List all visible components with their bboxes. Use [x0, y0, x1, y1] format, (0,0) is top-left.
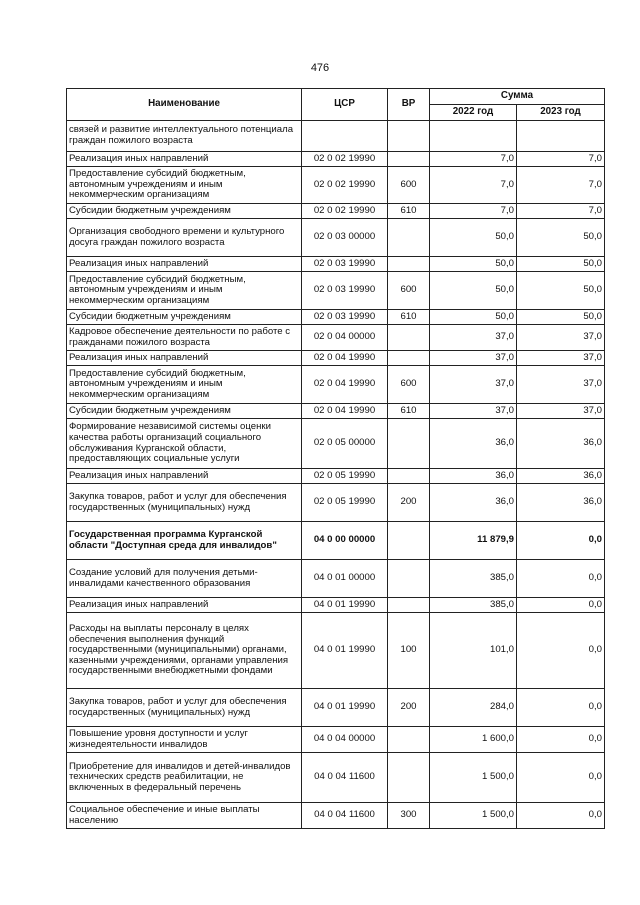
table-row — [67, 803, 605, 829]
cell-vr — [388, 152, 430, 167]
cell-2023: 36,0 — [517, 419, 605, 469]
cell-2023: 50,0 — [517, 219, 605, 257]
cell-2023: 0,0 — [517, 598, 605, 613]
table-row — [67, 167, 605, 204]
cell-vr: 600 — [388, 366, 430, 404]
cell-2023: 7,0 — [517, 204, 605, 219]
cell-vr: 600 — [388, 272, 430, 310]
cell-name: Повышение уровня доступности и услуг жизнедеятельности инвалидов — [67, 727, 302, 753]
cell-name: Предоставление субсидий бюджетным, автономным учреждениям и иным некоммерческим организациям — [67, 167, 302, 204]
cell-csr: 04 0 04 11600 — [302, 803, 388, 829]
cell-csr: 04 0 04 11600 — [302, 753, 388, 803]
table-row — [67, 310, 605, 325]
cell-csr: 04 0 01 19990 — [302, 613, 388, 689]
cell-name: Реализация иных направлений — [67, 257, 302, 272]
cell-vr — [388, 219, 430, 257]
cell-2023: 0,0 — [517, 727, 605, 753]
cell-2022: 1 600,0 — [430, 727, 517, 753]
cell-2022: 7,0 — [430, 204, 517, 219]
cell-name: Государственная программа Курганской области "Доступная среда для инвалидов" — [67, 522, 302, 560]
cell-2022: 36,0 — [430, 469, 517, 484]
budget-table — [66, 88, 605, 829]
cell-csr: 02 0 04 19990 — [302, 351, 388, 366]
cell-name: Кадровое обеспечение деятельности по работе с гражданами пожилого возраста — [67, 325, 302, 351]
cell-vr — [388, 560, 430, 598]
cell-2023: 36,0 — [517, 469, 605, 484]
column-header-2023: 2023 год — [517, 105, 605, 121]
table-row — [67, 753, 605, 803]
cell-name: Закупка товаров, работ и услуг для обеспечения государственных (муниципальных) нужд — [67, 484, 302, 522]
cell-vr — [388, 121, 430, 152]
cell-vr — [388, 469, 430, 484]
cell-vr — [388, 598, 430, 613]
cell-2023: 37,0 — [517, 351, 605, 366]
table-row — [67, 404, 605, 419]
table-row — [67, 219, 605, 257]
table-row — [67, 325, 605, 351]
cell-csr — [302, 121, 388, 152]
cell-2023: 50,0 — [517, 272, 605, 310]
cell-2022: 385,0 — [430, 598, 517, 613]
cell-name: Субсидии бюджетным учреждениям — [67, 310, 302, 325]
cell-2023: 37,0 — [517, 325, 605, 351]
cell-2023: 7,0 — [517, 167, 605, 204]
table-row — [67, 152, 605, 167]
cell-2022: 36,0 — [430, 419, 517, 469]
cell-vr: 200 — [388, 689, 430, 727]
cell-csr: 02 0 03 00000 — [302, 219, 388, 257]
cell-name: Реализация иных направлений — [67, 469, 302, 484]
cell-csr: 04 0 01 19990 — [302, 598, 388, 613]
cell-name: Субсидии бюджетным учреждениям — [67, 204, 302, 219]
cell-vr — [388, 522, 430, 560]
cell-name: Социальное обеспечение и иные выплаты населению — [67, 803, 302, 829]
cell-csr: 04 0 01 00000 — [302, 560, 388, 598]
cell-vr: 300 — [388, 803, 430, 829]
page-number: 476 — [310, 62, 330, 74]
cell-vr — [388, 351, 430, 366]
cell-2022: 7,0 — [430, 167, 517, 204]
cell-csr: 02 0 04 00000 — [302, 325, 388, 351]
cell-csr: 04 0 00 00000 — [302, 522, 388, 560]
table-body — [67, 121, 605, 829]
cell-2022: 11 879,9 — [430, 522, 517, 560]
cell-2022: 37,0 — [430, 404, 517, 419]
cell-name: Организация свободного времени и культурного досуга граждан пожилого возраста — [67, 219, 302, 257]
cell-2022: 36,0 — [430, 484, 517, 522]
table-row — [67, 522, 605, 560]
cell-2023: 7,0 — [517, 152, 605, 167]
cell-vr — [388, 753, 430, 803]
cell-name: связей и развитие интеллектуального потенциала граждан пожилого возраста — [67, 121, 302, 152]
cell-csr: 04 0 04 00000 — [302, 727, 388, 753]
cell-name: Формирование независимой системы оценки качества работы организаций социального обслуживания Курганской области, предоставляющих социальные услуги — [67, 419, 302, 469]
cell-name: Предоставление субсидий бюджетным, автономным учреждениям и иным некоммерческим организациям — [67, 366, 302, 404]
cell-2022: 1 500,0 — [430, 803, 517, 829]
cell-name: Приобретение для инвалидов и детей-инвалидов технических средств реабилитации, не включенных в федеральный перечень — [67, 753, 302, 803]
cell-csr: 02 0 03 19990 — [302, 257, 388, 272]
cell-2022: 284,0 — [430, 689, 517, 727]
cell-csr: 02 0 04 19990 — [302, 404, 388, 419]
cell-name: Предоставление субсидий бюджетным, автономным учреждениям и иным некоммерческим организациям — [67, 272, 302, 310]
cell-2023: 0,0 — [517, 753, 605, 803]
table-row — [67, 560, 605, 598]
cell-name: Субсидии бюджетным учреждениям — [67, 404, 302, 419]
cell-csr: 02 0 02 19990 — [302, 167, 388, 204]
table-row — [67, 121, 605, 152]
cell-2023: 0,0 — [517, 522, 605, 560]
cell-vr: 610 — [388, 404, 430, 419]
column-header-2022: 2022 год — [430, 105, 517, 121]
cell-2023: 37,0 — [517, 366, 605, 404]
cell-vr: 610 — [388, 204, 430, 219]
cell-name: Закупка товаров, работ и услуг для обеспечения государственных (муниципальных) нужд — [67, 689, 302, 727]
table-row — [67, 484, 605, 522]
cell-2023: 0,0 — [517, 613, 605, 689]
cell-vr: 100 — [388, 613, 430, 689]
table-row — [67, 419, 605, 469]
cell-2022: 385,0 — [430, 560, 517, 598]
cell-csr: 02 0 02 19990 — [302, 204, 388, 219]
cell-2023: 50,0 — [517, 257, 605, 272]
cell-2022: 50,0 — [430, 272, 517, 310]
table-row — [67, 257, 605, 272]
cell-csr: 02 0 03 19990 — [302, 310, 388, 325]
cell-csr: 04 0 01 19990 — [302, 689, 388, 727]
cell-name: Реализация иных направлений — [67, 152, 302, 167]
table-row — [67, 351, 605, 366]
table-row — [67, 204, 605, 219]
table-row — [67, 598, 605, 613]
table-row — [67, 469, 605, 484]
cell-name: Расходы на выплаты персоналу в целях обеспечения выполнения функций государственными (муниципальными) органами, казенными учреждениями, органами управления государственными внебюджетными фондами — [67, 613, 302, 689]
cell-2023: 0,0 — [517, 803, 605, 829]
cell-vr — [388, 727, 430, 753]
table-row — [67, 613, 605, 689]
cell-vr — [388, 325, 430, 351]
cell-csr: 02 0 05 00000 — [302, 419, 388, 469]
column-header-vr: ВР — [388, 89, 430, 121]
cell-2023: 50,0 — [517, 310, 605, 325]
cell-2022: 37,0 — [430, 325, 517, 351]
cell-2022: 7,0 — [430, 152, 517, 167]
cell-vr — [388, 419, 430, 469]
column-header-csr: ЦСР — [302, 89, 388, 121]
cell-2022: 101,0 — [430, 613, 517, 689]
cell-2022: 1 500,0 — [430, 753, 517, 803]
table-row — [67, 689, 605, 727]
cell-2023 — [517, 121, 605, 152]
cell-2022: 37,0 — [430, 351, 517, 366]
cell-name: Реализация иных направлений — [67, 351, 302, 366]
cell-csr: 02 0 04 19990 — [302, 366, 388, 404]
cell-2023: 37,0 — [517, 404, 605, 419]
cell-csr: 02 0 05 19990 — [302, 469, 388, 484]
cell-2022: 50,0 — [430, 310, 517, 325]
column-header-name: Наименование — [67, 89, 302, 121]
cell-vr: 600 — [388, 167, 430, 204]
cell-2022 — [430, 121, 517, 152]
table-row — [67, 272, 605, 310]
cell-csr: 02 0 03 19990 — [302, 272, 388, 310]
cell-name: Реализация иных направлений — [67, 598, 302, 613]
cell-2023: 36,0 — [517, 484, 605, 522]
table-row — [67, 366, 605, 404]
cell-2023: 0,0 — [517, 560, 605, 598]
cell-csr: 02 0 05 19990 — [302, 484, 388, 522]
cell-2022: 37,0 — [430, 366, 517, 404]
table-row — [67, 727, 605, 753]
cell-vr — [388, 257, 430, 272]
cell-vr: 610 — [388, 310, 430, 325]
cell-2023: 0,0 — [517, 689, 605, 727]
cell-2022: 50,0 — [430, 219, 517, 257]
cell-name: Создание условий для получения детьми-инвалидами качественного образования — [67, 560, 302, 598]
cell-2022: 50,0 — [430, 257, 517, 272]
table-header — [67, 89, 605, 121]
column-header-sum: Сумма — [430, 89, 605, 105]
cell-vr: 200 — [388, 484, 430, 522]
cell-csr: 02 0 02 19990 — [302, 152, 388, 167]
